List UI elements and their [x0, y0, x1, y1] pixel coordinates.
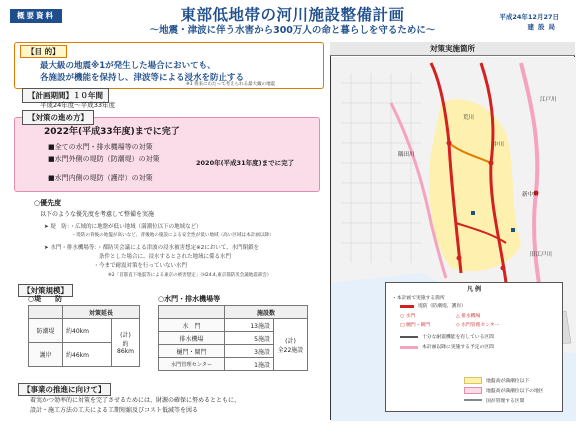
promotion-line-1: 着実かつ効率的に対策を完了させるためには、財源の確保に努めるとともに、 [30, 397, 241, 404]
map-label-shinnaka: 新中川 [522, 192, 539, 198]
org-name: 建設局 [527, 23, 559, 31]
purpose-line-1: 最大級の地震※1が発生した場合においても、 [40, 61, 216, 71]
dike-total: 約86km [117, 341, 134, 355]
approach-sub-goal: 2020年(平成31年度)までに完了 [196, 159, 295, 167]
legend-item: 本計画以降に実施する予定の区間 [422, 345, 494, 350]
approach-item-1: ■全ての水門・排水機場等の対策 [48, 143, 153, 151]
page-title: 東部低地帯の河川施設整備計画 [180, 6, 405, 24]
facility-col-head: 施設数 [225, 306, 308, 319]
priority-head: ○優先度 [34, 199, 62, 207]
dike-row-value: 約40km [63, 319, 112, 343]
legend-item: ・本計画で実施する箇所 [392, 296, 445, 301]
page-subtitle: ～地震・津波に伴う水害から300万人の命と暮らしを守るために～ [149, 25, 436, 36]
facility-row-value: 3施設 [225, 345, 274, 358]
dike-row-name: 防潮堤 [29, 319, 63, 343]
legend-swatch-lowland [464, 377, 482, 384]
legend-item: 地盤高が満潮位以下の地区 [486, 389, 544, 394]
doc-tag: 概要資料 [10, 9, 62, 23]
facility-row-name: 水 門 [159, 319, 225, 332]
legend-item: 地盤高が満潮位以下 [486, 379, 530, 384]
legend-item: 十分な耐震機能を有している区間 [422, 335, 494, 340]
facility-total-label: (計) [285, 337, 296, 345]
facility-row-name: 樋門・閘門 [159, 345, 225, 358]
dike-table [28, 305, 140, 367]
facility-row-value: 1施設 [225, 358, 274, 371]
approach-item-3: ■水門内側の堤防（護岸）の対策 [48, 174, 153, 182]
table-row [159, 319, 308, 332]
priority-row: ➤ 堤 防：・広域的に地盤が低い地域（満潮位以下の地域など） [44, 224, 202, 230]
dike-row-value: 約46km [63, 343, 112, 367]
legend-swatch-lowland-area [464, 387, 482, 394]
map-label-arakawa: 荒川 [463, 115, 475, 121]
facility-row-name: 水門管理センター [159, 358, 225, 371]
dike-col-head: 対策延長 [63, 306, 140, 319]
date-text: 平成24年12月27日 [499, 13, 559, 21]
facility-row-name: 排水機場 [159, 332, 225, 345]
map-label-kyu-edo: 旧江戸川 [530, 252, 553, 258]
promotion-line-2: 設計・施工方法の工夫による工期短縮及びコスト低減等を図る [30, 407, 199, 414]
promotion-text [30, 396, 340, 416]
legend-item: □ 樋門・閘門 [400, 323, 431, 328]
priority-row: 条件とした場合に、浸水するとされた地域に係る水門 [44, 254, 232, 260]
legend-swatch-dike [400, 305, 414, 308]
priority-row: ➤ 水門・排水機場等：・都防災会議による津波の浸水被害想定※2において、水門閉鎖を [44, 245, 260, 251]
legend-item: 堤防（防潮堤、護岸） [418, 304, 466, 309]
table-row [29, 319, 140, 343]
period-range: 平成24年度～平成33年度 [40, 101, 116, 109]
priority-row: ・堤防の背後の地盤が高いなど、背後地の施設による安全性が低い地域（高い区域は本計画以降） [44, 233, 274, 238]
legend-swatch-sufficient [400, 336, 418, 338]
approach-item-2: ■水門外側の堤防（防潮堤）の対策 [48, 155, 160, 163]
legend-swatch-national [464, 399, 482, 401]
legend-item: ◇ 水門管理センター [456, 323, 500, 328]
legend-item: 国が管理する区間 [486, 399, 525, 404]
map-label-edogawa: 江戸川 [540, 97, 557, 103]
approach-goal: 2022年(平成33年度)までに完了 [44, 127, 180, 137]
map-label-sumida: 隅田川 [398, 152, 415, 158]
dike-head: ○堤 防 [28, 295, 63, 303]
purpose-note: ※1 将来にわたって考えられる最大級の地震 [186, 82, 276, 87]
purpose-line-2: 各施設が機能を保持し、津波等による浸水を防止する [40, 73, 245, 83]
legend-swatch-future [400, 346, 418, 349]
facility-total: 全22施設 [277, 346, 304, 354]
facility-table [158, 305, 308, 371]
map-title: 対策実施箇所 [330, 42, 575, 56]
facility-head: ○水門・排水機場等 [158, 295, 221, 303]
scale-head: 【対策規模】 [18, 284, 73, 297]
approach-head: 【対策の進め方】 [22, 110, 94, 125]
date-block [499, 12, 559, 32]
period-head: 【計画期間】１０年間 [22, 88, 109, 103]
priority-row: ・今まで耐震対策を行っていない水門 [44, 263, 188, 269]
promotion-head: 【事業の推進に向けて】 [18, 383, 111, 396]
priority-desc: 以下のような優先度を考慮して整備を実施 [40, 211, 155, 218]
map-label-nakagawa: 中川 [493, 142, 505, 148]
priority-footnote: ※2「首都直下地震等による東京の被害想定」（H24.4,東京都防災会議地震部会） [108, 273, 272, 278]
map-legend [385, 282, 563, 412]
legend-item: △ 排水機場 [456, 314, 481, 319]
dike-row-name: 護岸 [29, 343, 63, 367]
facility-row-value: 13施設 [225, 319, 274, 332]
legend-item: ○ 水門 [400, 314, 416, 319]
facility-row-value: 5施設 [225, 332, 274, 345]
purpose-label: 【目 的】 [20, 45, 67, 58]
legend-title: 凡 例 [466, 286, 482, 293]
document-header [0, 0, 585, 40]
dike-total-label: (計) [120, 332, 131, 339]
